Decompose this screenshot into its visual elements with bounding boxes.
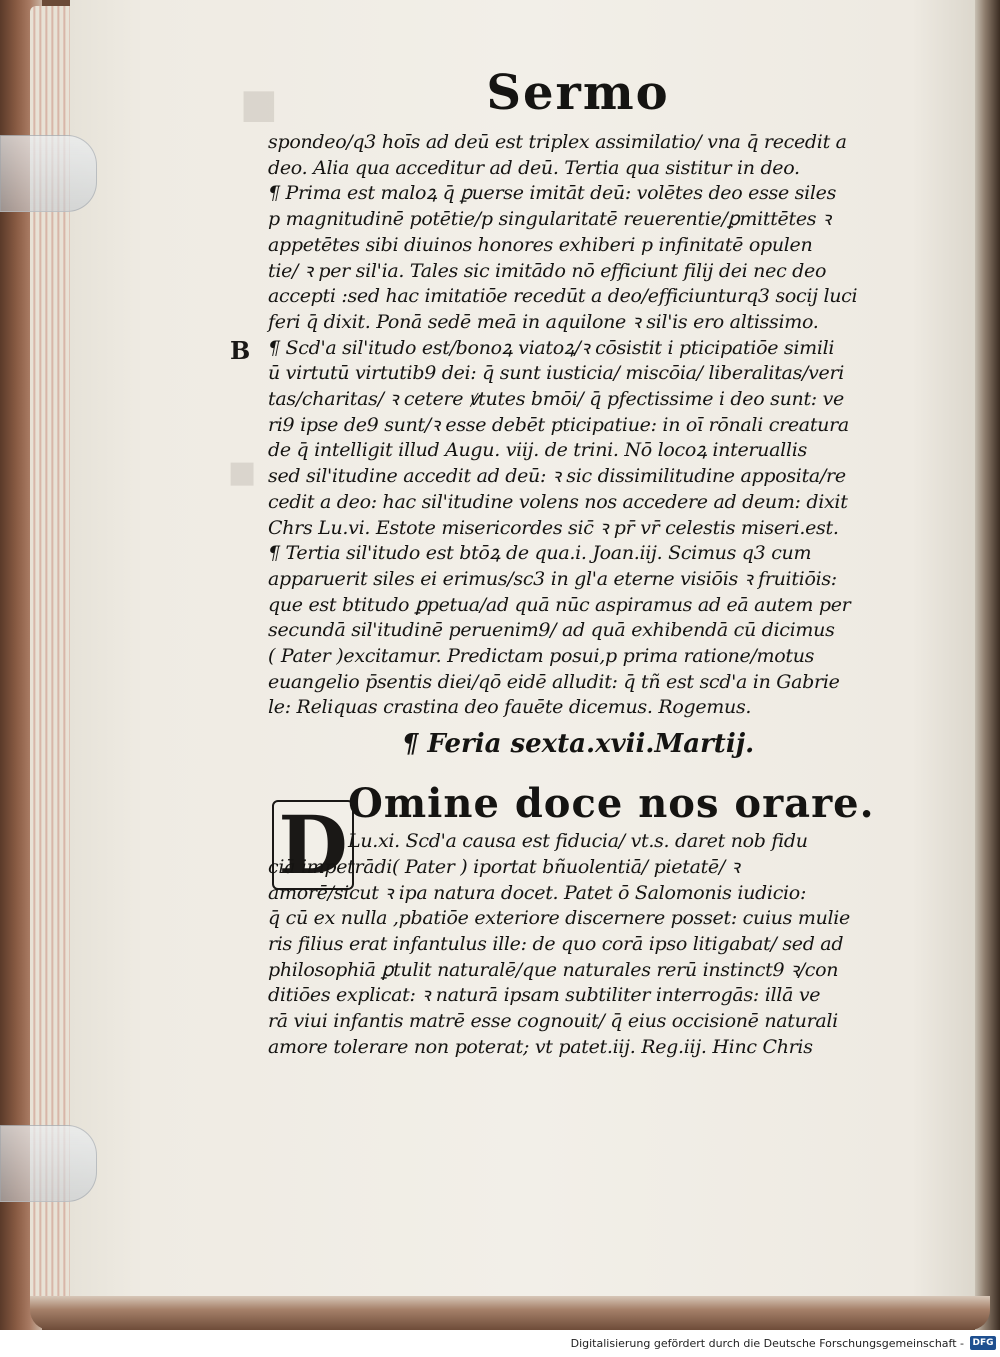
text-line: Chrs Lu.vi. Estote misericordes sic̄ ꝛ pr̄ vr̄ celestis miseri.est. <box>268 516 839 539</box>
page-clip-top <box>0 135 97 212</box>
page-text <box>268 60 888 1061</box>
text-line: philosophiā ꝑtulit naturalē/que naturales rerū instinct9 ꝛ/con <box>268 958 839 981</box>
bleed-through-mark: ■ <box>240 80 278 127</box>
page-clip-bottom <box>0 1125 97 1202</box>
footer-bar <box>0 1330 1000 1357</box>
book-right-edge <box>975 0 1000 1330</box>
text-line: accepti :sed hac imitatiōe recedūt a deo/efficiunturq3 socij luci <box>268 285 858 308</box>
text-line: ū virtutū virtutib9 dei: q̄ sunt iusticia/ miscōia/ liberalitas/veri <box>268 362 845 385</box>
text-line: ( Pater )excitamur. Predictam posui,p prima ratione/motus <box>268 645 815 668</box>
text-line: cedit a deo: hac sil'itudine volens nos accedere ad deum: dixit <box>268 490 848 513</box>
text-line: p magnitudinē potētie/p singularitatē reuerentie/ꝑmittētes ꝛ <box>268 208 831 231</box>
text-line: rā viui infantis matrē esse cognouit/ q̄ eius occisionē naturali <box>268 1010 838 1033</box>
text-line: appetētes sibi diuinos honores exhiberi p infinitatē opulen <box>268 233 813 256</box>
text-line: spondeo/q3 hoīs ad deū est triplex assimilatio/ vna q̄ recedit a <box>268 131 847 153</box>
book-bottom-edge <box>30 1296 990 1330</box>
text-line: ¶ Tertia sil'itudo est btōꝝ de qua.i. Joan.iij. Scimus q3 cum <box>268 542 812 565</box>
decorated-initial: D <box>272 800 354 890</box>
text-line: ¶ Prima est maloꝝ q̄ ꝑuerse imitāt deū: volētes deo esse siles <box>268 182 837 205</box>
text-line: de q̄ intelligit illud Augu. viij. de trini. Nō locoꝝ interuallis <box>268 439 807 462</box>
text-line: amorē/sicut ꝛ ipa natura docet. Patet ō Salomonis iudicio: <box>268 881 807 904</box>
text-line: secundā sil'itudinē peruenim9/ ad quā exhibendā cū dicimus <box>268 619 835 642</box>
text-line: Lu.xi. Scd'a causa est fiducia/ vt.s. daret nob fidu <box>348 830 808 853</box>
margin-letter: B <box>230 336 251 365</box>
text-line: ciā impetrādi( Pater ) iportat bñuolentiā/ pietatē/ ꝛ <box>268 855 740 878</box>
text-line: q̄ cū ex nulla ,pbatiōe exteriore discernere posset: cuius mulie <box>268 907 851 930</box>
text-line: feri q̄ dixit. Ponā sedē meā in aquilone ꝛ sil'is ero altissimo. <box>268 310 819 333</box>
text-line: ¶ Scd'a sil'itudo est/bonoꝝ viatoꝝ/ꝛ cōsistit i pticipatiōe simili <box>268 336 835 359</box>
bleed-through-mark: ■ <box>228 455 257 490</box>
text-line: ditiōes explicat: ꝛ naturā ipsam subtiliter interrogās: illā ve <box>268 984 821 1007</box>
running-heading: Sermo <box>486 65 670 121</box>
text-line: le: Reliquas crastina deo fauēte dicemus. Rogemus. <box>268 696 752 719</box>
text-line: sed sil'itudine accedit ad deū: ꝛ sic dissimilitudine apposita/re <box>268 465 846 488</box>
text-line: amore tolerare non poterat; vt patet.iij. Reg.iij. Hinc Chris <box>268 1035 813 1058</box>
text-line: que est btitudo ꝑpetua/ad quā nūc aspiramus ad eā autem per <box>268 593 851 616</box>
section-incipit: Omine doce nos orare. <box>348 780 875 828</box>
text-line: euangelio p̄sentis diei/qō eidē alludit: q̄ tñ est scd'a in Gabrie <box>268 670 840 693</box>
dfg-logo: DFG <box>970 1336 996 1350</box>
text-line: tas/charitas/ ꝛ cetere ꝟtutes bmōi/ q̄ pfectissime i deo sunt: ve <box>268 388 844 411</box>
text-line: ri9 ipse de9 sunt/ꝛ esse debēt pticipatiue: in oī rōnali creatura <box>268 413 849 436</box>
text-line: deo. Alia qua acceditur ad deū. Tertia qua sistitur in deo. <box>268 156 800 179</box>
text-block-second <box>268 829 888 1060</box>
text-line: tie/ ꝛ per sil'ia. Tales sic imitādo nō efficiunt filij dei nec deo <box>268 259 827 282</box>
section-rubric: ¶ Feria sexta.xvii.Martij. <box>401 729 755 760</box>
text-line: apparuerit siles ei erimus/sc3 in gl'a eterne visiōis ꝛ fruitiōis: <box>268 567 837 590</box>
text-block-first <box>268 130 888 721</box>
funding-credit: Digitalisierung gefördert durch die Deutsche Forschungsgemeinschaft - <box>570 1337 964 1350</box>
text-line: ris filius erat infantulus ille: de quo corā ipso litigabat/ sed ad <box>268 932 844 955</box>
